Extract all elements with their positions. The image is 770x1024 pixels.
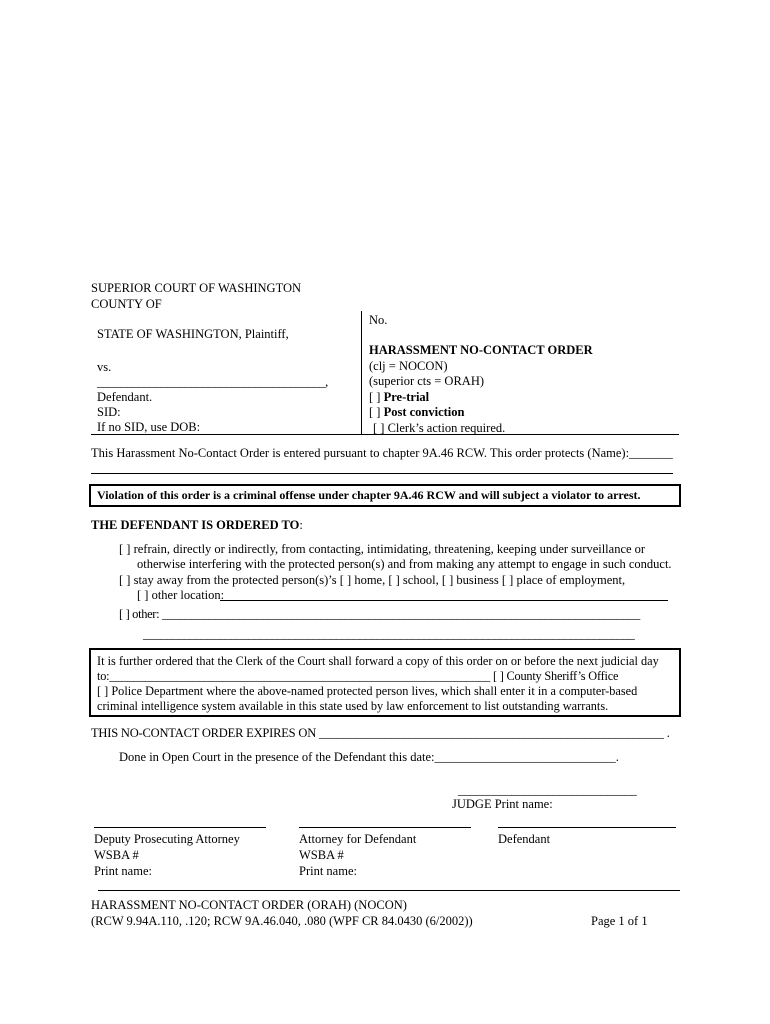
- defendant-name-line[interactable]: _______________________________________,: [97, 375, 328, 389]
- defense-attorney-signature-line[interactable]: [299, 827, 471, 828]
- prosecutor-signature-line[interactable]: [94, 827, 266, 828]
- clerk-forward-line3[interactable]: [ ] Police Department where the above-named protected person lives, which shall enter it in a computer-based: [97, 684, 638, 698]
- post-conviction-checkbox[interactable]: [ ]: [369, 405, 381, 419]
- sid-label: SID:: [97, 405, 121, 419]
- other-location-line[interactable]: [220, 600, 668, 601]
- prosecutor-print-name: Print name:: [94, 864, 152, 878]
- defense-attorney-print-name: Print name:: [299, 864, 357, 878]
- post-conviction-option[interactable]: [369, 405, 464, 420]
- clerk-forward-line4: criminal intelligence system available in this state used by law enforcement to list outstanding warrants.: [97, 699, 609, 713]
- expiration-line[interactable]: THIS NO-CONTACT ORDER EXPIRES ON _________________________________________________________ .: [91, 726, 670, 740]
- prosecutor-title: Deputy Prosecuting Attorney: [94, 832, 240, 846]
- ordered-heading: [91, 518, 303, 533]
- judge-print-name-label: JUDGE Print name:: [452, 797, 553, 811]
- other-location-label[interactable]: [ ] other location:: [137, 588, 225, 602]
- ordered-heading-text: THE DEFENDANT IS ORDERED TO: [91, 518, 300, 532]
- defendant-signature-line[interactable]: [498, 827, 676, 828]
- refrain-item[interactable]: [ ] refrain, directly or indirectly, from contacting, intimidating, threatening, keeping under surveillance or: [119, 542, 646, 556]
- refrain-item-cont: otherwise interfering with the protected person(s) and from making any attempt to engage in such conduct.: [137, 557, 672, 571]
- case-number-label: No.: [369, 313, 388, 327]
- post-conviction-label: Post conviction: [383, 405, 465, 419]
- clj-code: (clj = NOCON): [369, 359, 448, 373]
- no-sid-dob-label: If no SID, use DOB:: [97, 420, 201, 434]
- pretrial-checkbox[interactable]: [ ]: [369, 390, 381, 404]
- clerk-forward-line1: It is further ordered that the Clerk of the Court shall forward a copy of this order on or before the next judicial day: [97, 654, 659, 668]
- caption-divider: [361, 311, 362, 435]
- court-name: SUPERIOR COURT OF WASHINGTON: [91, 281, 302, 295]
- defendant-label: Defendant.: [97, 390, 153, 404]
- warning-text: Violation of this order is a criminal offense under chapter 9A.46 RCW and will subject a violator to arrest.: [97, 488, 641, 502]
- footer-rule: [98, 890, 680, 891]
- order-title: HARASSMENT NO-CONTACT ORDER: [369, 343, 593, 357]
- defense-attorney-title: Attorney for Defendant: [299, 832, 417, 846]
- vs-label: vs.: [97, 360, 112, 374]
- county-label: COUNTY OF: [91, 297, 162, 311]
- defendant-signature-title: Defendant: [498, 832, 551, 846]
- prosecutor-wsba: WSBA #: [94, 848, 139, 862]
- judge-signature-line[interactable]: ______________________________: [458, 783, 637, 797]
- footer-form-title: HARASSMENT NO-CONTACT ORDER (ORAH) (NOCON): [91, 898, 407, 912]
- protected-name-line[interactable]: [91, 473, 673, 474]
- intro-line: This Harassment No-Contact Order is entered pursuant to chapter 9A.46 RCW. This order protects (Name):_______: [91, 446, 673, 460]
- defense-attorney-wsba: WSBA #: [299, 848, 344, 862]
- superior-code: (superior cts = ORAH): [369, 374, 485, 388]
- done-in-court-line[interactable]: Done in Open Court in the presence of the Defendant this date:_____________________________.: [119, 750, 619, 764]
- other-item-line2[interactable]: ____________________________________________________________________________________: [143, 627, 635, 641]
- pretrial-option[interactable]: [369, 390, 429, 405]
- page-number: Page 1 of 1: [591, 914, 648, 928]
- pretrial-label: Pre-trial: [383, 390, 430, 404]
- clerk-action-option[interactable]: [ ] Clerk’s action required.: [373, 421, 506, 435]
- plaintiff-label: STATE OF WASHINGTON, Plaintiff,: [97, 327, 289, 341]
- other-item[interactable]: [ ] other: _________________________________________________________________________________: [119, 607, 640, 621]
- ordered-heading-colon: :: [299, 518, 303, 532]
- clerk-forward-line2[interactable]: to:________________________________________________________________ [ ] County Sheriff’s Office: [97, 669, 619, 683]
- footer-citation: (RCW 9.94A.110, .120; RCW 9A.46.040, .080 (WPF CR 84.0430 (6/2002)): [91, 914, 473, 928]
- stay-away-item[interactable]: [ ] stay away from the protected person(s)’s [ ] home, [ ] school, [ ] business [ ] place of employment,: [119, 573, 626, 587]
